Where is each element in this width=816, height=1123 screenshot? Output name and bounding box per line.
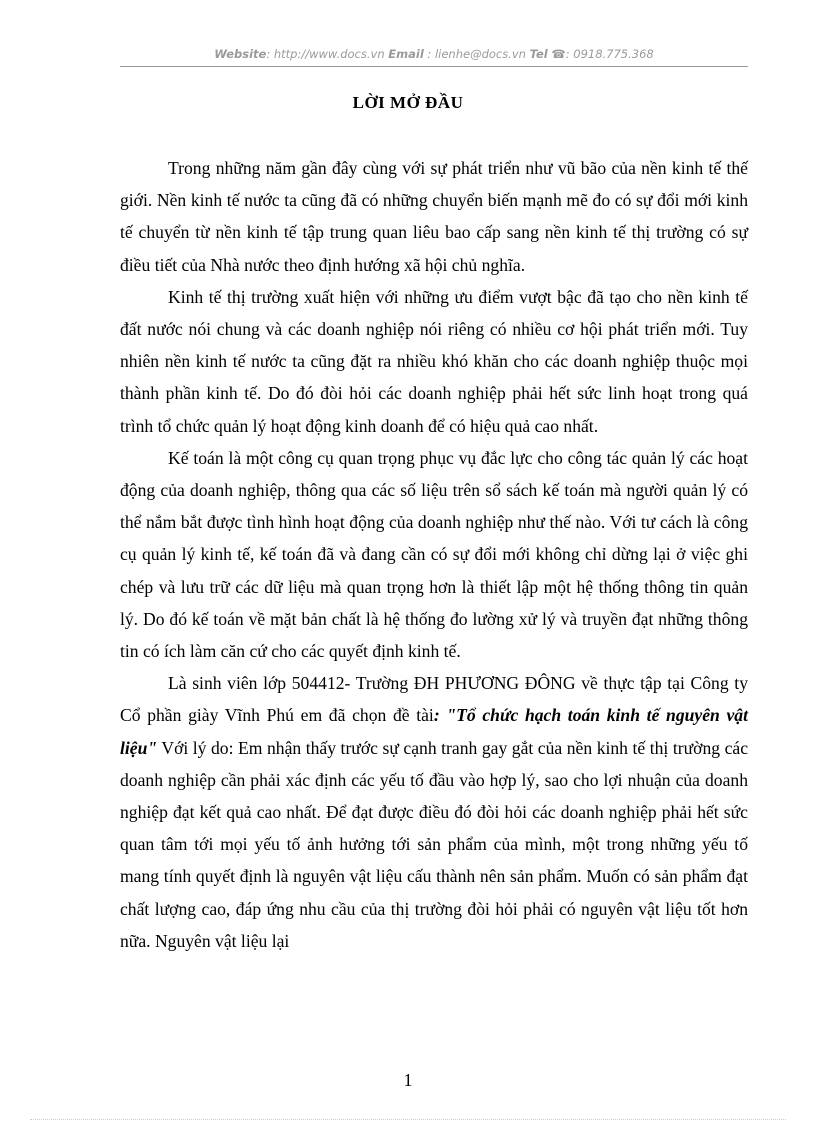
phone-icon: ☎ [551,47,566,61]
paragraph-4 [120,667,748,957]
paragraph-2: Kinh tế thị trường xuất hiện với những ưu điểm vượt bậc đã tạo cho nền kinh tế đất nước nói chung và các doanh nghiệp nói riêng có nhiều cơ hội phát triển mới. Tuy nhiên nền kinh tế nước ta cũng đặt ra nhiều khó khăn cho các doanh nghiệp thuộc mọi thành phần kinh tế. Do đó đòi hỏi các doanh nghiệp phải hết sức linh hoạt trong quá trình tổ chức quản lý hoạt động kinh doanh để có hiệu quả cao nhất. [120,286,748,436]
paragraph-4-rest: Với lý do: Em nhận thấy trước sự cạnh tranh gay gắt của nền kinh tế thị trường các doanh nghiệp cần phải xác định các yếu tố đầu vào hợp lý, sao cho lợi nhuận của doanh nghiệp đạt kết quả cao nhất. Để đạt được điều đó đòi hỏi các doanh nghiệp phải hết sức quan tâm tới mọi yếu tố ảnh hưởng tới sản phẩm của mình, một trong những yếu tố mang tính quyết định là nguyên vật liệu cấu thành nên sản phẩm. Muốn có sản phẩm đạt chất lượng cao, đáp ứng nhu cầu của thị trường đòi hỏi phải có nguyên vật liệu tốt hơn nữa. Nguyên vật liệu lại [120,737,748,951]
paragraph-3: Kế toán là một công cụ quan trọng phục vụ đắc lực cho công tác quản lý các hoạt động của doanh nghiệp, thông qua các số liệu trên sổ sách kế toán mà người quản lý có thể nắm bắt được tình hình hoạt động của doanh nghiệp như thế nào. Với tư cách là công cụ quản lý kinh tế, kế toán đã và đang cần có sự đổi mới không chỉ dừng lại ở việc ghi chép và lưu trữ các dữ liệu mà quan trọng hơn là thiết lập một hệ thống thông tin quản lý. Do đó kế toán về mặt bản chất là hệ thống đo lường xử lý và truyền đạt những thông tin có ích làm căn cứ cho các quyết định kinh tế. [120,447,748,662]
website-label: Website [214,47,267,61]
page-bottom-border [30,1119,786,1120]
website-url: : http://www.docs.vn [266,47,389,61]
document-body [120,152,748,957]
paragraph-4-intro: Là sinh viên lớp 504412- Trường ĐH PHƯƠNG ĐÔNG về thực tập tại Công ty Cổ phần giày Vĩnh Phú em đã chọn đề tài [120,673,748,726]
email-address: : lienhe@docs.vn [423,47,530,61]
document-title: LỜI MỞ ĐẦU [352,93,464,112]
page-header [120,47,748,61]
tel-label: Tel [529,47,548,61]
tel-number: : 0918.775.368 [565,47,654,61]
header-divider [120,66,748,67]
page-number: 1 [403,1070,413,1090]
thesis-topic: : "Tổ chức hạch toán kinh tế nguyên vật liệu" [120,705,748,758]
paragraph-1: Trong những năm gần đây cùng với sự phát triển như vũ bão của nền kinh tế thế giới. Nền kinh tế nước ta cũng đã có những chuyển biến mạnh mẽ đo có sự đổi mới kinh tế chuyển từ nền kinh tế tập trung quan liêu bao cấp sang nền kinh tế thị trường có sự điều tiết của Nhà nước theo định hướng xã hội chủ nghĩa. [120,158,748,275]
email-label: Email [388,47,424,61]
